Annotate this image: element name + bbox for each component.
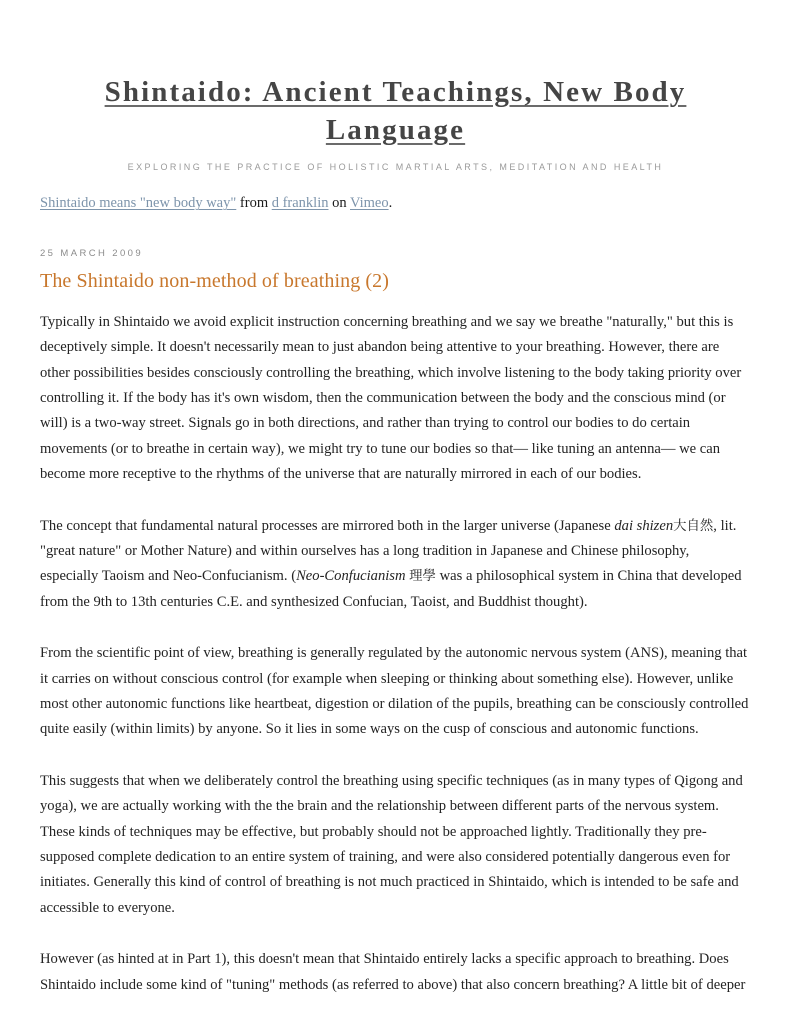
video-attribution	[40, 193, 751, 215]
paragraph-2-text-b: , lit. "great nature" or Mother Nature) and within ourselves has a long tradition in Japanese and Chinese philosophy, especially Taoism and Neo-Confucianism. (	[40, 517, 737, 585]
post-paragraph-5: However (as hinted at in Part 1), this doesn't mean that Shintaido entirely lacks a specific approach to breathing. Does Shintaido include some kind of "tuning" methods (as referred to above) that also concern breathing? A little bit of deeper	[40, 951, 746, 993]
attribution-from-label: from	[236, 195, 272, 212]
attribution-period: .	[388, 195, 393, 212]
term-neo-confucianism-kanji: 理學	[409, 569, 436, 585]
term-dai-shizen-kanji: 大自然	[673, 518, 714, 534]
site-tagline: EXPLORING THE PRACTICE OF HOLISTIC MARTIAL ARTS, MEDITATION AND HEALTH	[127, 162, 664, 173]
paragraph-2-text-a: The concept that fundamental natural processes are mirrored both in the larger universe (Japanese	[40, 517, 615, 534]
post-date: 25 MARCH 2009	[40, 248, 144, 260]
post-paragraph-4: This suggests that when we deliberately control the breathing using specific techniques (as in many types of Qigong and yoga), we are actually working with the the brain and the relationship between different parts of the nervous system. These kinds of techniques may be effective, but probably should not be approached lightly. Traditionally they pre-supposed complete dedication to an entire system of training, and were also considered potentially dangerous even for initiates. Generally this kind of control of breathing is not much practiced in Shintaido, which is intended to be safe and accessible to everyone.	[40, 772, 743, 916]
post-paragraph-3: From the scientific point of view, breathing is generally regulated by the autonomic nervous system (ANS), meaning that it carries on without conscious control (for example when sleeping or thinking about something else). However, unlike most other autonomic functions like heartbeat, digestion or dilation of the pupils, breathing can be consciously controlled quite easily (within limits) by anyone. So it lies in some ways on the cusp of conscious and autonomic functions.	[40, 645, 749, 738]
post-paragraph-1: Typically in Shintaido we avoid explicit instruction concerning breathing and we say we breathe "naturally," but this is deceptively simple. It doesn't necessarily mean to just abandon being attentive to your breathing. However, there are other possibilities besides consciously controlling the breathing, which involve listening to the body taking priority over controlling it. If the body has it's own wisdom, then the communication between the body and the conscious mind (or will) is a two-way street. Signals go in both directions, and rather than trying to control our bodies to do certain movements (or to breathe in certain way), we might try to tune our bodies so that— like tuning an antenna— we can become more receptive to the rhythms of the universe that are naturally mirrored in each of our bodies.	[40, 313, 742, 483]
post-body	[40, 310, 751, 998]
attribution-on-label: on	[328, 195, 350, 212]
term-dai-shizen-romaji: dai shizen	[614, 517, 674, 534]
blog-post	[40, 248, 751, 998]
site-title[interactable]: Shintaido: Ancient Teachings, New Body Language	[104, 76, 687, 146]
post-title[interactable]: The Shintaido non-method of breathing (2)	[40, 270, 390, 293]
video-platform-link[interactable]: Vimeo	[350, 195, 389, 212]
term-neo-confucianism: Neo-Confucianism	[296, 568, 406, 585]
video-author-link[interactable]: d franklin	[271, 195, 329, 212]
site-masthead	[40, 0, 751, 172]
paragraph-2-text-c: was a philosophical system in China that developed from the 9th to 13th centuries C.E. and synthesized Confucian, Taoist, and Buddhist thought).	[40, 568, 742, 610]
video-title-link[interactable]: Shintaido means "new body way"	[40, 195, 237, 212]
post-paragraph-2	[40, 514, 751, 616]
